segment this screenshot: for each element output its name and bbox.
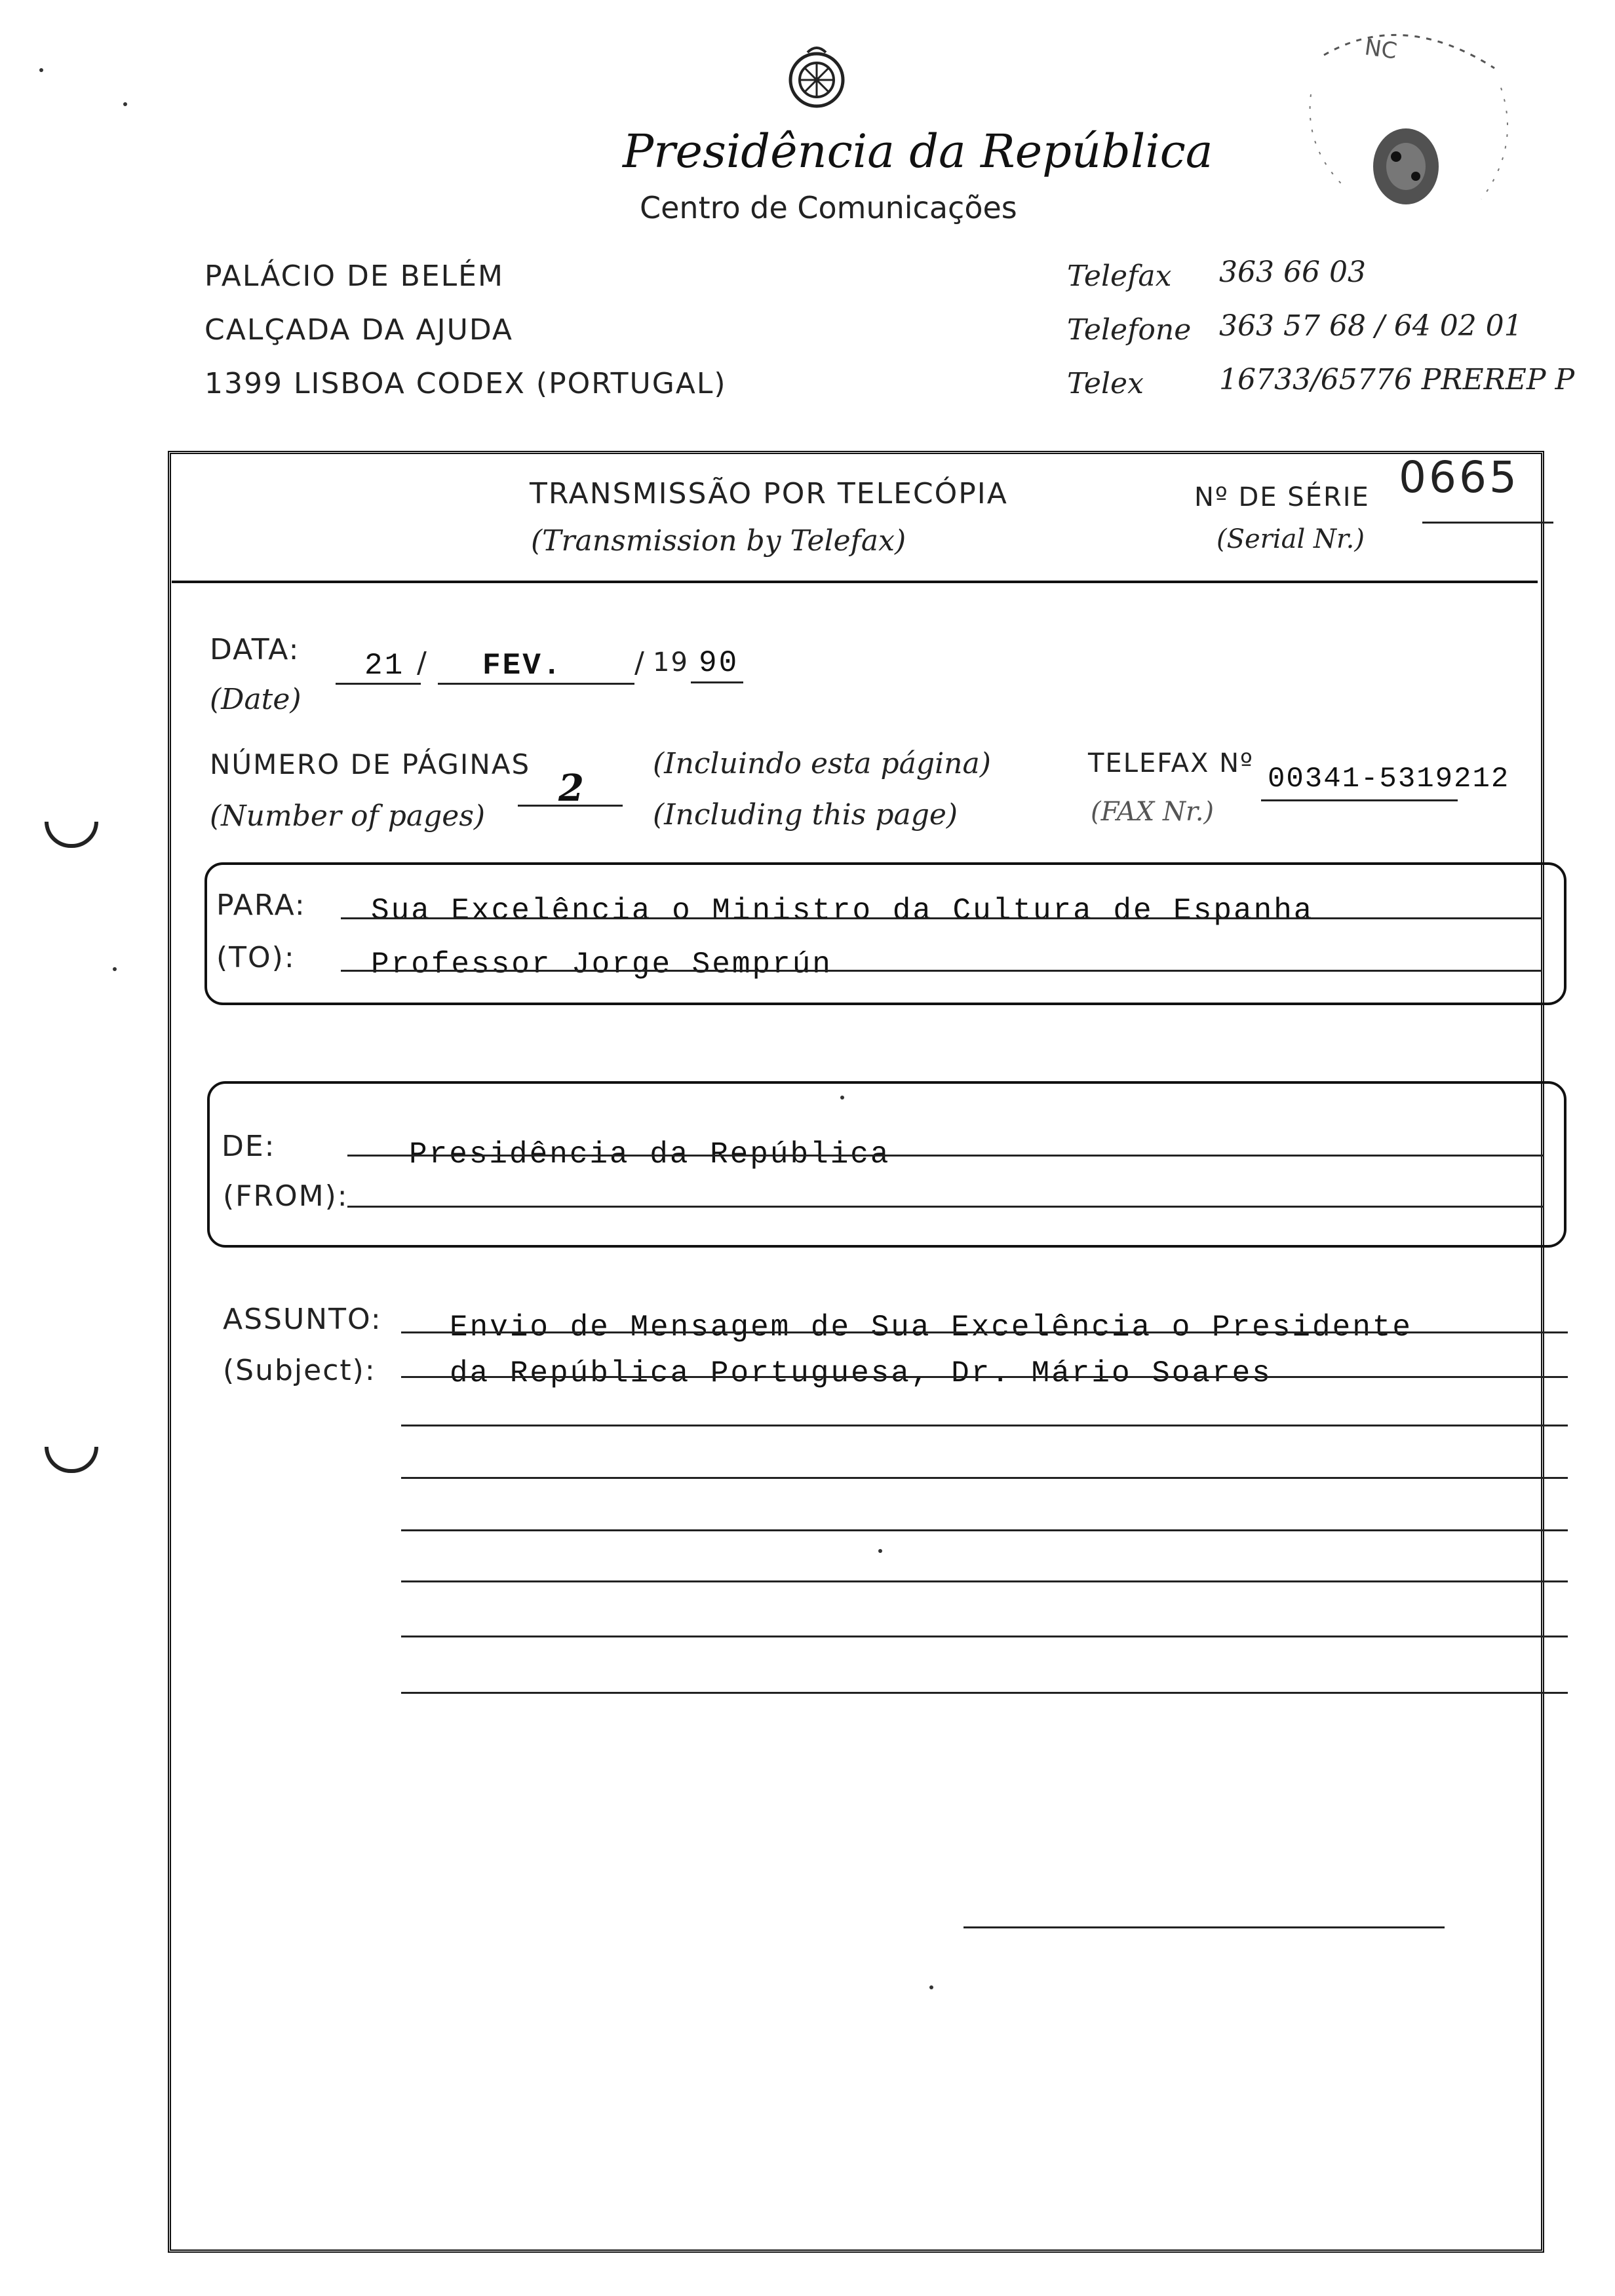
telefax-value: 363 66 03 [1219, 256, 1366, 289]
scan-speck [113, 967, 117, 971]
recipient-underline-1 [341, 917, 1542, 919]
form-title-en: (Transmission by Telefax) [531, 524, 906, 558]
pages-note-pt: (Incluindo esta página) [653, 747, 991, 780]
telex-value: 16733/65776 PREREP P [1219, 363, 1575, 396]
to-label-en: (TO): [216, 941, 296, 974]
address-line-3: 1399 LISBOA CODEX (PORTUGAL) [204, 367, 727, 400]
date-day-line [336, 683, 421, 685]
date-month-line [438, 683, 634, 685]
form-frame [168, 451, 1544, 2253]
subject-underline-1 [401, 1331, 1568, 1333]
subject-blank-line-6 [401, 1580, 1568, 1582]
pages-label-en: (Number of pages) [210, 799, 486, 833]
pages-note-en: (Including this page) [653, 798, 958, 832]
serial-value: 0665 [1399, 452, 1519, 503]
recipient-box [204, 862, 1566, 1005]
official-stamp [1285, 16, 1534, 232]
fax-label-en: (FAX Nr.) [1091, 797, 1215, 827]
telefone-value: 363 57 68 / 64 02 01 [1219, 309, 1523, 343]
address-line-1: PALÁCIO DE BELÉM [204, 259, 504, 293]
binder-hole-mark-2 [45, 1447, 98, 1473]
pages-value: 2 [558, 767, 584, 810]
subject-label-en: (Subject): [223, 1354, 376, 1387]
to-label-pt: PARA: [216, 889, 306, 922]
recipient-line-1: Sua Excelência o Ministro da Cultura de Espanha [371, 894, 1314, 928]
sender-underline-1 [347, 1155, 1544, 1157]
fax-label-pt: TELEFAX Nº [1088, 748, 1254, 778]
subject-line-1: Envio de Mensagem de Sua Excelência o Presidente [450, 1311, 1413, 1345]
subject-underline-2 [401, 1376, 1568, 1378]
recipient-line-2: Professor Jorge Semprún [371, 947, 832, 982]
from-label-pt: DE: [222, 1130, 276, 1163]
date-separator-1: / [417, 646, 428, 679]
form-title-pt: TRANSMISSÃO POR TELECÓPIA [530, 477, 1008, 510]
date-label-en: (Date) [210, 683, 302, 716]
date-month: FEV. [482, 649, 563, 683]
scan-speck [39, 68, 43, 72]
from-label-en: (FROM): [223, 1179, 349, 1213]
org-name-script: Presidência da República [623, 124, 1213, 178]
dept-name: Centro de Comunicações [640, 190, 1017, 225]
date-separator-2: / [634, 646, 646, 679]
telex-label: Telex [1067, 367, 1144, 400]
binder-hole-mark-1 [45, 822, 98, 848]
signature-line [963, 1926, 1445, 1928]
svg-text:NC: NC [1363, 34, 1399, 65]
subject-blank-line-4 [401, 1477, 1568, 1479]
pages-label-pt: NÚMERO DE PÁGINAS [210, 748, 531, 780]
date-label-pt: DATA: [210, 633, 300, 666]
subject-line-2: da República Portuguesa, Dr. Mário Soares [450, 1356, 1272, 1390]
date-year: 90 [699, 646, 739, 680]
subject-blank-line-5 [401, 1529, 1568, 1531]
coat-of-arms-emblem [784, 42, 849, 114]
title-divider [172, 581, 1538, 583]
subject-blank-line-3 [401, 1425, 1568, 1426]
scan-speck [840, 1096, 844, 1100]
fax-underline [1261, 799, 1458, 801]
fax-value: 00341-5319212 [1268, 763, 1510, 795]
subject-label-pt: ASSUNTO: [223, 1303, 382, 1336]
date-century: 19 [653, 647, 689, 678]
recipient-underline-2 [341, 970, 1542, 972]
telefax-label: Telefax [1067, 259, 1172, 293]
serial-label-pt: Nº DE SÉRIE [1194, 482, 1370, 512]
subject-blank-line-7 [401, 1636, 1568, 1637]
scan-speck [929, 1985, 933, 1989]
scan-speck [123, 102, 127, 106]
address-line-2: CALÇADA DA AJUDA [204, 313, 514, 347]
date-year-line [691, 681, 743, 683]
telefone-label: Telefone [1067, 313, 1192, 347]
scan-speck [878, 1549, 882, 1553]
serial-underline [1422, 522, 1553, 524]
pages-line [518, 805, 623, 807]
sender-line-1: Presidência da República [409, 1138, 891, 1172]
date-day: 21 [364, 649, 405, 683]
sender-underline-2 [347, 1206, 1544, 1208]
subject-blank-line-8 [401, 1692, 1568, 1694]
serial-label-en: (Serial Nr.) [1216, 524, 1365, 554]
